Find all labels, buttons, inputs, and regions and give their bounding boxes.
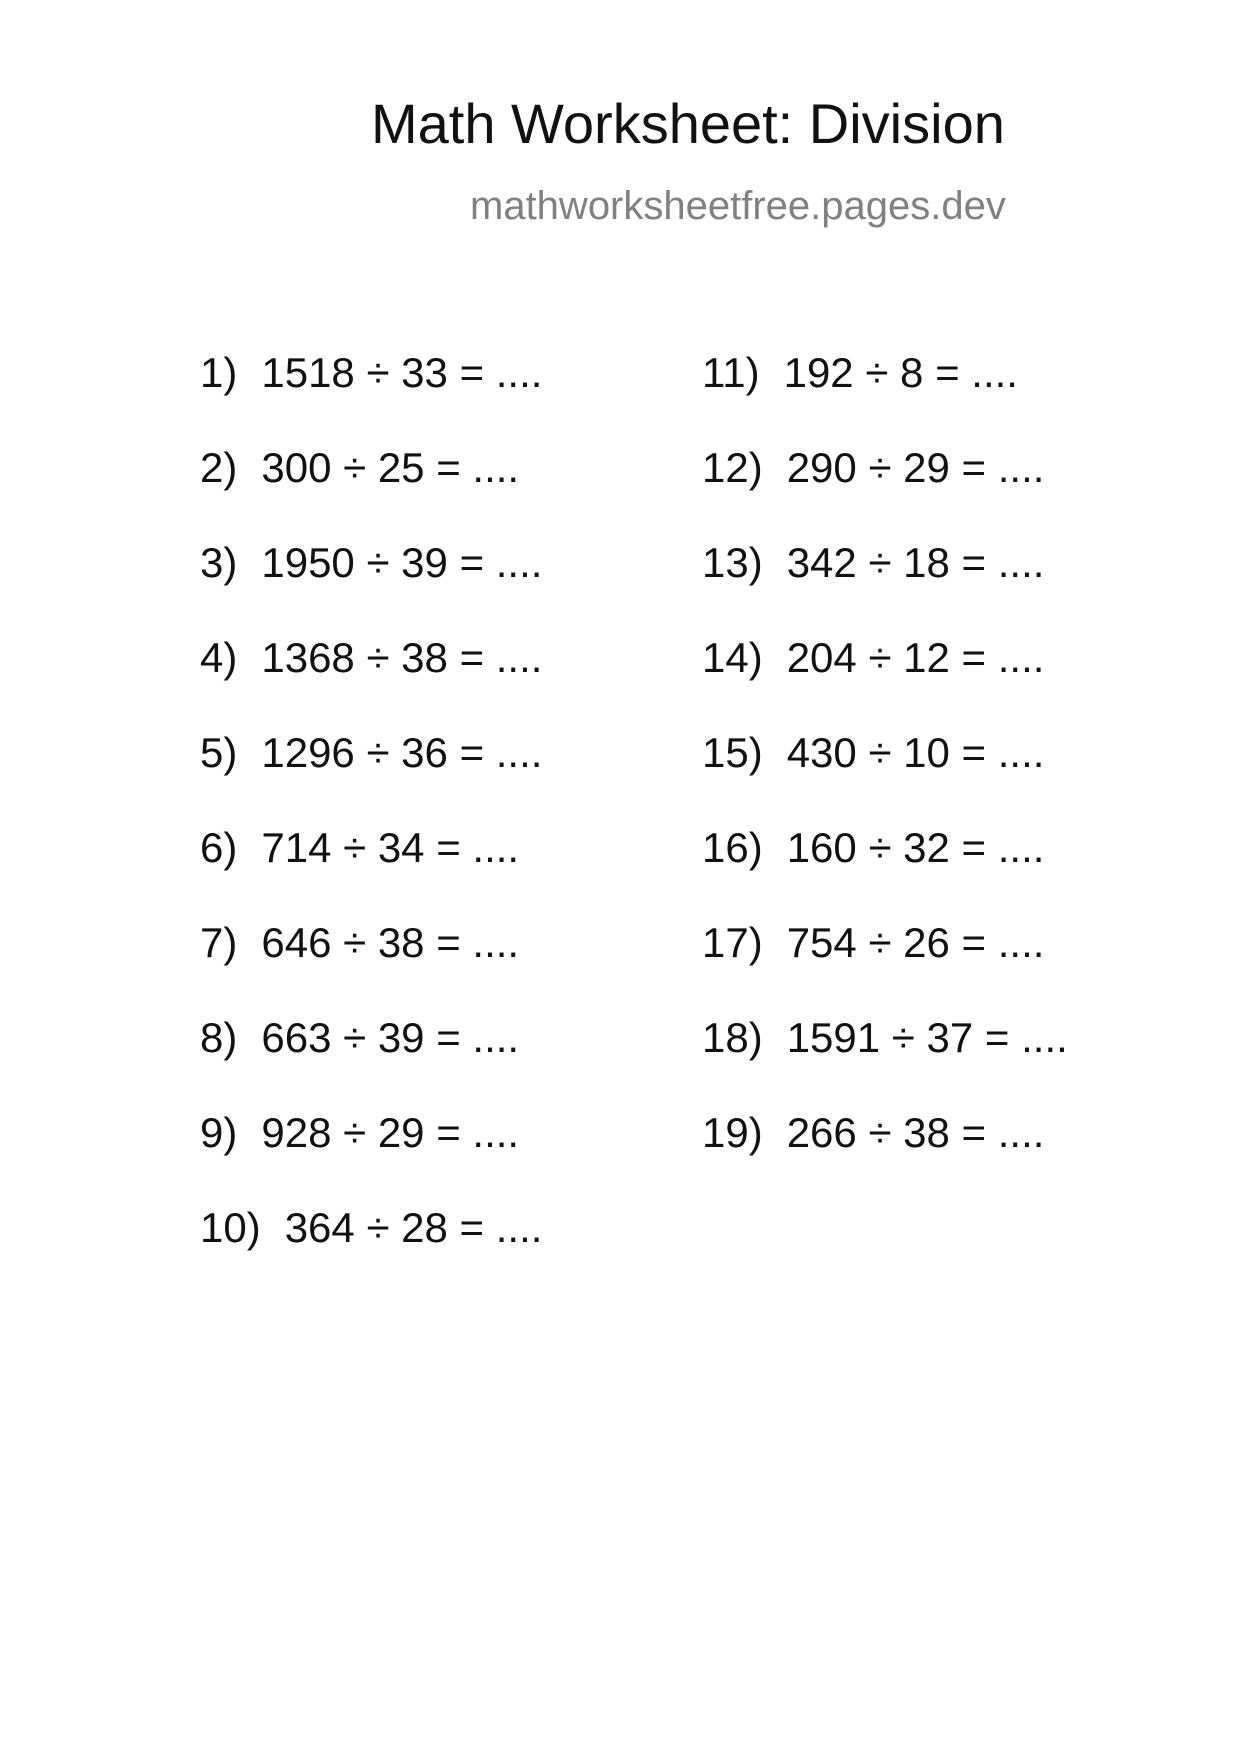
problem-expression: 364 ÷ 28 = ....: [284, 1204, 543, 1251]
problem-4: [200, 634, 543, 732]
problem-number: 11): [702, 349, 760, 396]
problem-3: [200, 539, 543, 637]
problem-expression: 204 ÷ 12 = ....: [786, 634, 1045, 681]
problem-number: 13): [702, 539, 763, 586]
problem-expression: 300 ÷ 25 = ....: [261, 444, 520, 491]
problem-number: 15): [702, 729, 763, 776]
problem-expression: 754 ÷ 26 = ....: [786, 919, 1045, 966]
problem-number: 5): [200, 729, 238, 776]
website-url: mathworksheetfree.pages.dev: [470, 184, 1006, 228]
problem-17: [702, 919, 1068, 1017]
problem-column-right: [702, 349, 1068, 1207]
problem-expression: 290 ÷ 29 = ....: [786, 444, 1045, 491]
problem-19: [702, 1109, 1068, 1207]
problem-number: 17): [702, 919, 763, 966]
problem-expression: 1591 ÷ 37 = ....: [786, 1014, 1068, 1061]
problem-12: [702, 444, 1068, 542]
problem-13: [702, 539, 1068, 637]
problem-number: 8): [200, 1014, 238, 1061]
problem-2: [200, 444, 542, 542]
problem-expression: 342 ÷ 18 = ....: [786, 539, 1045, 586]
problem-6: [200, 824, 542, 922]
problem-number: 19): [702, 1109, 763, 1156]
problem-18: [702, 1014, 1068, 1112]
problem-8: [200, 1014, 542, 1112]
problem-expression: 192 ÷ 8 = ....: [783, 349, 1018, 396]
problem-expression: 1518 ÷ 33 = ....: [261, 349, 543, 396]
problem-number: 14): [702, 634, 763, 681]
problem-number: 1): [200, 349, 238, 396]
problem-11: [702, 349, 1068, 447]
problem-expression: 430 ÷ 10 = ....: [786, 729, 1045, 776]
problem-7: [200, 919, 542, 1017]
problem-expression: 1296 ÷ 36 = ....: [261, 729, 543, 776]
problem-number: 7): [200, 919, 238, 966]
problem-number: 16): [702, 824, 763, 871]
problem-expression: 1950 ÷ 39 = ....: [261, 539, 543, 586]
problem-15: [702, 729, 1068, 827]
problem-expression: 714 ÷ 34 = ....: [261, 824, 520, 871]
problem-number: 18): [702, 1014, 763, 1061]
problem-14: [702, 634, 1068, 732]
problem-expression: 160 ÷ 32 = ....: [786, 824, 1045, 871]
problem-number: 9): [200, 1109, 238, 1156]
problem-9: [200, 1109, 542, 1207]
problem-expression: 1368 ÷ 38 = ....: [261, 634, 543, 681]
problem-5: [200, 729, 543, 827]
problem-column-left: [200, 349, 543, 1302]
problem-16: [702, 824, 1068, 922]
problem-expression: 266 ÷ 38 = ....: [786, 1109, 1045, 1156]
problem-number: 10): [200, 1204, 261, 1251]
problem-10: [200, 1204, 543, 1302]
problem-number: 6): [200, 824, 238, 871]
problem-number: 3): [200, 539, 238, 586]
problem-expression: 663 ÷ 39 = ....: [261, 1014, 520, 1061]
problem-1: [200, 349, 543, 447]
page-title: Math Worksheet: Division: [371, 92, 1005, 155]
problem-number: 4): [200, 634, 238, 681]
problem-expression: 928 ÷ 29 = ....: [261, 1109, 520, 1156]
problem-expression: 646 ÷ 38 = ....: [261, 919, 520, 966]
problem-number: 12): [702, 444, 763, 491]
problem-number: 2): [200, 444, 238, 491]
